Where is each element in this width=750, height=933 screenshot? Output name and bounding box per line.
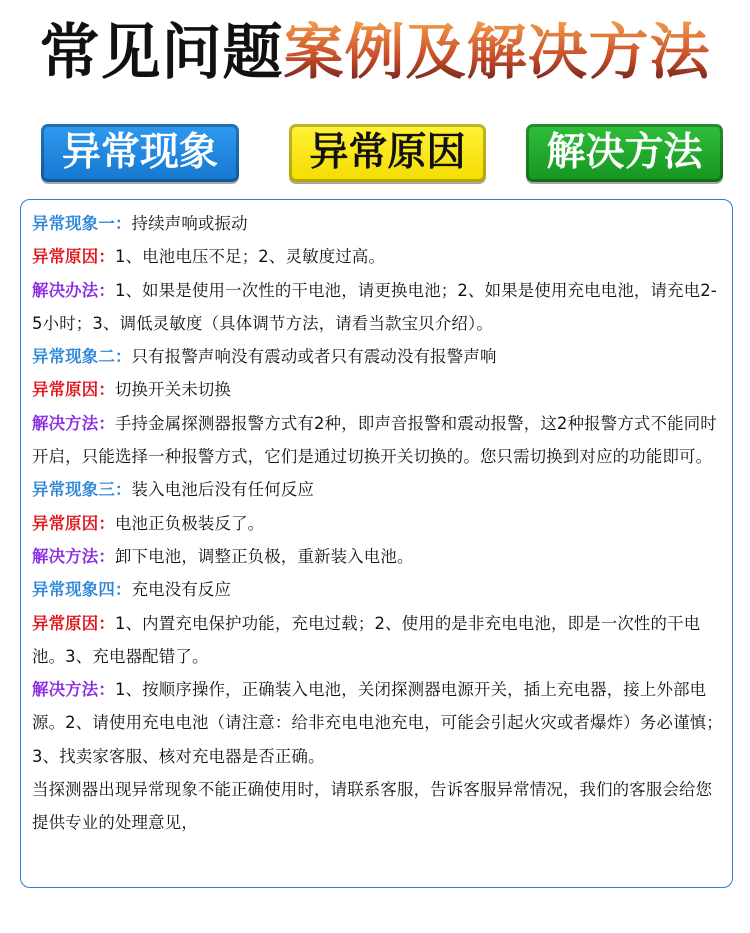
symptom-text: 只有报警声响没有震动或者只有震动没有报警声响 — [131, 347, 497, 367]
cause-text: 切换开关未切换 — [114, 380, 232, 400]
case-3-fix — [32, 540, 724, 573]
symptom-label: 异常现象四： — [32, 580, 132, 600]
fix-text: 手持金属探测器报警方式有2种，即声音报警和震动报警，这2种报警方式不能同时开启，只能选择一种报警方式，它们是通过切换开关切换的。您只需切换到对应的功能即可。 — [32, 413, 717, 467]
case-3-symptom — [32, 473, 724, 506]
symptom-label: 异常现象一： — [32, 214, 132, 233]
cause-label: 异常原因： — [32, 247, 115, 267]
cause-text: 1、内置充电保护功能，充电过载；2、使用的是非充电电池，即是一次性的干电池。3、充电器配错了。 — [32, 613, 701, 666]
case-3-cause — [32, 507, 724, 540]
case-4-cause — [32, 607, 724, 674]
symptom-label: 异常现象二： — [32, 347, 132, 367]
cause-label: 异常原因： — [32, 513, 115, 533]
page-title — [0, 14, 750, 92]
page-title-colored-part: 案例及解决方法 — [283, 18, 711, 88]
fix-text: 卸下电池，调整正负极，重新装入电池。 — [114, 546, 414, 566]
case-1-cause — [32, 240, 724, 273]
case-1-fix — [32, 274, 724, 341]
footer-note: 当探测器出现异常现象不能正确使用时，请联系客服，告诉客服异常情况，我们的客服会给您提供专业的处理意见， — [32, 780, 713, 833]
case-4-symptom — [32, 573, 724, 606]
symptom-text: 持续声响或振动 — [131, 214, 248, 233]
tag-solution: 解决方法 — [526, 124, 723, 182]
cause-label: 异常原因： — [32, 613, 115, 633]
case-2-cause — [32, 373, 724, 406]
symptom-label: 异常现象三： — [32, 480, 132, 500]
cause-text: 1、电池电压不足；2、灵敏度过高。 — [114, 247, 386, 267]
page-title-black-part: 常见问题 — [39, 18, 284, 88]
symptom-text: 装入电池后没有任何反应 — [131, 480, 315, 500]
cause-label: 异常原因： — [32, 380, 115, 400]
fix-text: 1、如果是使用一次性的干电池，请更换电池；2、如果是使用充电电池，请充电2-5小时；3、调低灵敏度（具体调节方法，请看当款宝贝介绍）。 — [32, 280, 718, 333]
faq-content — [32, 207, 724, 840]
symptom-text: 充电没有反应 — [131, 580, 232, 600]
cause-text: 电池正负极装反了。 — [114, 513, 265, 533]
fix-text: 1、按顺序操作，正确装入电池，关闭探测器电源开关，插上充电器，接上外部电源。2、请使用充电电池（请注意：给非充电电池充电，可能会引起火灾或者爆炸）务必谨慎；3、找卖家客服、核对充电器是否正确。 — [32, 680, 723, 766]
fix-label: 解决方法： — [32, 413, 115, 433]
fix-label: 解决办法： — [32, 280, 115, 300]
fix-label: 解决方法： — [32, 546, 115, 566]
case-4-fix — [32, 673, 724, 773]
tag-cause: 异常原因 — [289, 124, 486, 182]
faq-panel — [20, 199, 733, 888]
case-2-fix — [32, 407, 724, 474]
tag-symptom: 异常现象 — [41, 124, 239, 182]
fix-label: 解决方法： — [32, 680, 115, 700]
case-1-symptom — [32, 207, 724, 240]
case-2-symptom — [32, 340, 724, 373]
